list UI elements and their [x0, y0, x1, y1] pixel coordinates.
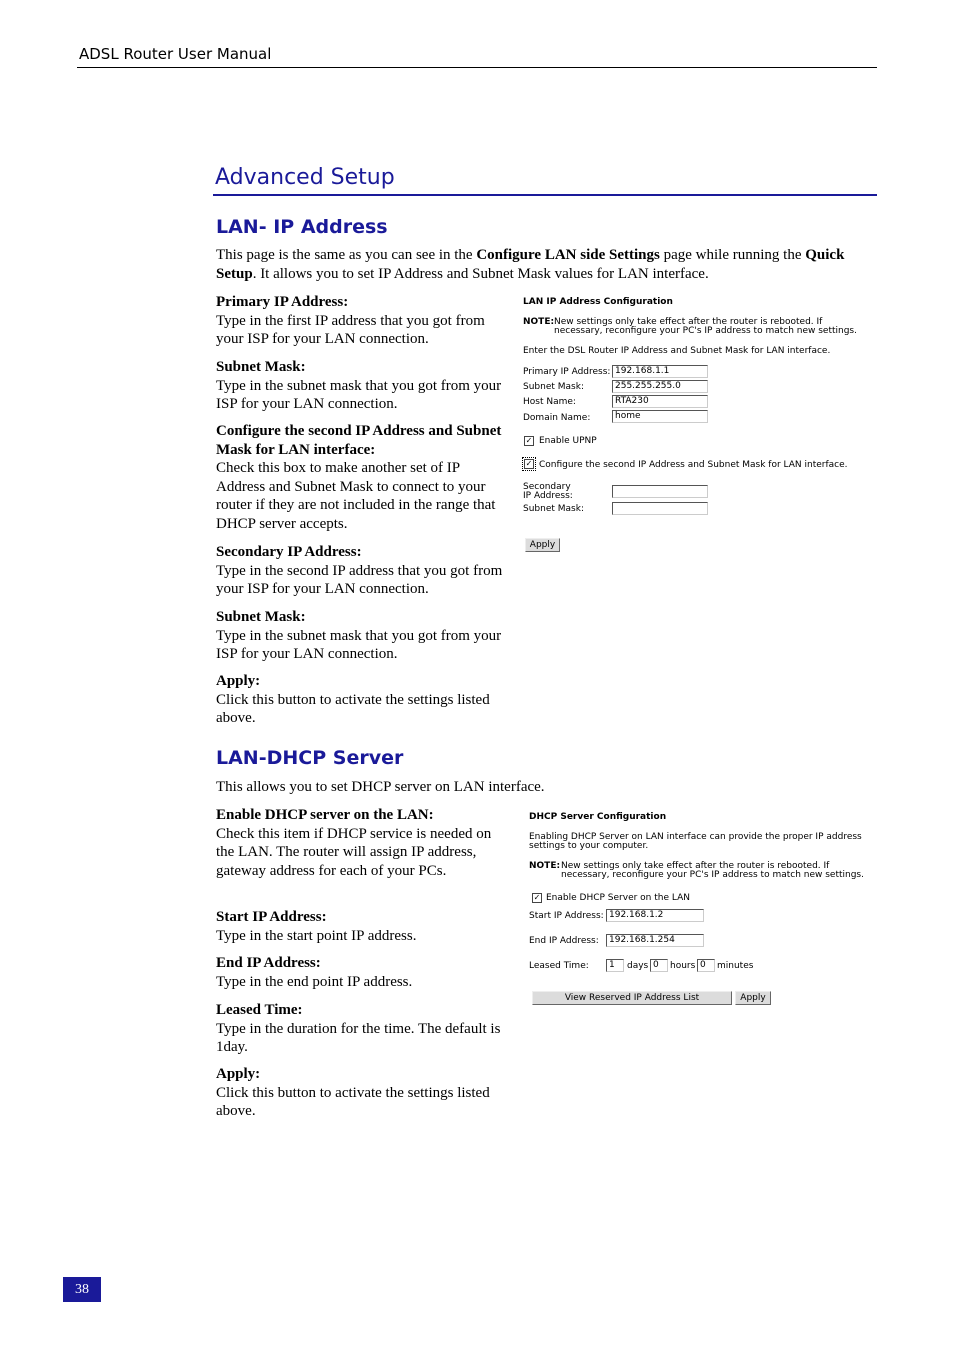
primary-ip-label: Primary IP Address: — [523, 367, 611, 377]
start-ip-label: Start IP Address: — [529, 911, 604, 921]
enable-upnp-label: Enable UPNP — [539, 436, 597, 446]
primary-ip-field[interactable]: 192.168.1.1 — [612, 365, 708, 378]
note-line: necessary, reconfigure your PC's IP address to match new settings. — [561, 870, 864, 880]
apply-button[interactable]: Apply — [525, 538, 560, 552]
enable-dhcp-checkbox[interactable]: ✓ — [533, 893, 541, 902]
start-ip-field[interactable]: 192.168.1.2 — [606, 909, 704, 922]
secondary-ip-label: IP Address: — [523, 491, 573, 501]
hours-label: hours — [670, 961, 696, 971]
page-title: Advanced Setup — [215, 165, 395, 190]
desc-apply: Apply: Click this button to activate the settings listed above. — [216, 673, 490, 726]
subnet-mask-field[interactable]: 255.255.255.0 — [612, 380, 708, 393]
days-label: days — [627, 961, 649, 971]
lan-ip-intro: This page is the same as you can see in the Configure LAN side Settings page while running the Quick Setup. It allows you to set IP Address and Subnet Mask values for LAN interface. — [216, 247, 845, 282]
dhcp-apply-button[interactable]: Apply — [735, 991, 771, 1005]
running-header: ADSL Router User Manual — [79, 45, 272, 63]
note-label: NOTE: — [529, 861, 561, 871]
section-heading-lan-ip: LAN- IP Address — [216, 216, 388, 238]
domain-name-field[interactable]: home — [612, 410, 708, 423]
desc-second-ip-config: Configure the second IP Address and Subnet Mask for LAN interface: Check this box to make another set of IP Address and Subnet Mask to connect to your router if they are not included in the range that DHCP server accepts. — [216, 423, 502, 532]
end-ip-field[interactable]: 192.168.1.254 — [606, 934, 704, 947]
subnet-mask-label: Subnet Mask: — [523, 382, 584, 392]
days-field[interactable]: 1 — [606, 959, 624, 972]
desc-primary-ip: Primary IP Address: Type in the first IP address that you got from your ISP for your LAN connection. — [216, 294, 485, 347]
lan-ip-instruction: Enter the DSL Router IP Address and Subnet Mask for LAN interface. — [523, 346, 831, 356]
desc-secondary-subnet: Subnet Mask: Type in the subnet mask that you got from your ISP for your LAN connection. — [216, 609, 502, 662]
desc-dhcp-apply: Apply: Click this button to activate the settings listed above. — [216, 1066, 490, 1119]
dhcp-intro: This allows you to set DHCP server on LAN interface. — [216, 779, 545, 795]
note-line: New settings only take effect after the router is rebooted. If — [554, 317, 823, 327]
secondary-ip-field[interactable] — [612, 485, 708, 498]
title-rule — [213, 194, 877, 196]
section-heading-dhcp: LAN-DHCP Server — [216, 747, 404, 769]
minutes-label: minutes — [717, 961, 754, 971]
secondary-subnet-field[interactable] — [612, 502, 708, 515]
desc-subnet-mask: Subnet Mask: Type in the subnet mask that you got from your ISP for your LAN connection. — [216, 359, 502, 412]
dhcp-config-title: DHCP Server Configuration — [529, 812, 667, 822]
hours-field[interactable]: 0 — [650, 959, 668, 972]
dhcp-desc-line: settings to your computer. — [529, 841, 649, 851]
second-ip-checkbox[interactable]: ✓ — [525, 459, 533, 468]
desc-secondary-ip: Secondary IP Address: Type in the second IP address that you got from your ISP for your LAN connection. — [216, 544, 503, 597]
note-label: NOTE: — [523, 317, 555, 327]
desc-end-ip: End IP Address: Type in the end point IP address. — [216, 955, 413, 990]
host-name-label: Host Name: — [523, 397, 576, 407]
dhcp-desc-line: Enabling DHCP Server on LAN interface can provide the proper IP address — [529, 832, 862, 842]
minutes-field[interactable]: 0 — [697, 959, 715, 972]
desc-start-ip: Start IP Address: Type in the start point IP address. — [216, 909, 417, 944]
header-rule — [77, 67, 877, 68]
leased-time-label: Leased Time: — [529, 961, 589, 971]
end-ip-label: End IP Address: — [529, 936, 599, 946]
secondary-subnet-label: Subnet Mask: — [523, 504, 584, 514]
secondary-ip-label: Secondary — [523, 482, 571, 492]
host-name-field[interactable]: RTA230 — [612, 395, 708, 408]
view-reserved-ip-button[interactable]: View Reserved IP Address List — [532, 991, 732, 1005]
desc-enable-dhcp: Enable DHCP server on the LAN: Check this item if DHCP service is needed on the LAN. The router will assign IP address, gateway address for each of your PCs. — [216, 807, 492, 879]
lan-ip-config-title: LAN IP Address Configuration — [523, 297, 673, 307]
enable-dhcp-label: Enable DHCP Server on the LAN — [546, 893, 690, 903]
second-ip-label: Configure the second IP Address and Subnet Mask for LAN interface. — [539, 460, 848, 470]
desc-leased-time: Leased Time: Type in the duration for the time. The default is 1day. — [216, 1002, 501, 1055]
domain-name-label: Domain Name: — [523, 413, 591, 423]
enable-upnp-checkbox[interactable]: ✓ — [525, 436, 533, 445]
note-line: necessary, reconfigure your PC's IP address to match new settings. — [554, 326, 857, 336]
page-number: 38 — [75, 1282, 89, 1297]
note-line: New settings only take effect after the router is rebooted. If — [561, 861, 830, 871]
